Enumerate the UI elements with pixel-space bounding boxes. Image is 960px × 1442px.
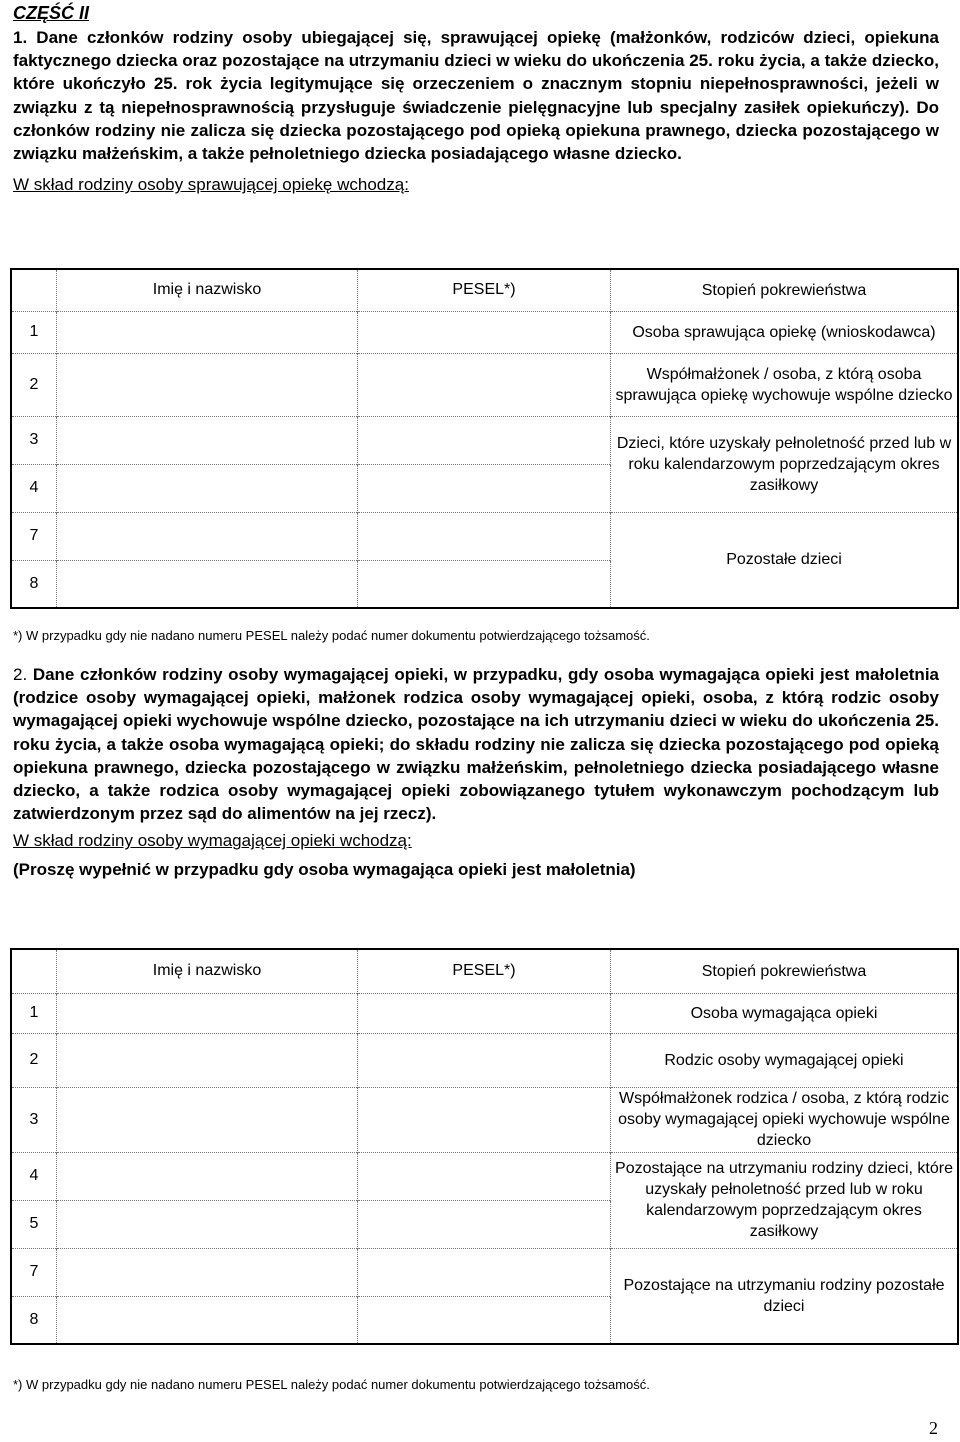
col-header-relation: Stopień pokrewieństwa — [611, 269, 959, 311]
pesel-cell[interactable] — [358, 1152, 611, 1200]
section2-number: 2. — [13, 665, 28, 684]
relation-cell: Współmałżonek / osoba, z którą osoba sprawująca opiekę wychowuje wspólne dziecko — [611, 353, 959, 416]
row-number: 3 — [11, 416, 57, 464]
pesel-cell[interactable] — [358, 416, 611, 464]
pesel-cell[interactable] — [358, 353, 611, 416]
part-title: CZĘŚĆ II — [13, 3, 90, 23]
pesel-cell[interactable] — [358, 1296, 611, 1344]
row-number: 1 — [11, 993, 57, 1033]
row-number: 1 — [11, 311, 57, 353]
col-header-relation: Stopień pokrewieństwa — [611, 949, 959, 993]
name-cell[interactable] — [57, 1200, 358, 1248]
section1-paragraph: 1. Dane członków rodziny osoby ubiegającej się, sprawującej opiekę (małżonków, rodziców dzieci, opiekuna faktycznego dziecka oraz pozostające na utrzymaniu dzieci w wieku do ukończenia 25. roku życia, a także dziecko, które ukończyło 25. rok życia legitymujące się orzeczeniem o znacznym stopniu niepełnosprawności, jeżeli w związku z tą niepełnosprawnością przysługuje świadczenie pielęgnacyjne lub specjalny zasiłek opiekuńczy). Do członków rodziny nie zalicza się dziecka pozostającego pod opieką opiekuna prawnego, dziecka pozostającego w związku małżeńskim, a także pełnoletniego dziecka posiadającego własne dziecko. — [13, 28, 939, 164]
name-cell[interactable] — [57, 1296, 358, 1344]
relation-cell: Pozostałe dzieci — [611, 512, 959, 608]
relation-cell: Pozostające na utrzymaniu rodziny pozostałe dzieci — [611, 1248, 959, 1344]
name-cell[interactable] — [57, 353, 358, 416]
section2-paragraph: 2. Dane członków rodziny osoby wymagającej opieki, w przypadku, gdy osoba wymagająca opieki jest małoletnia (rodzice osoby wymagającej opieki, małżonek rodzica osoby wymagającej opieki, osoba, z którą rodzic osoby wymagającej opieki wychowuje wspólne dziecko, pozostające na ich utrzymaniu dzieci w wieku do ukończenia 25. roku życia, a także osoba wymagającą opieki; do składu rodziny nie zalicza się dziecka pozostającego pod opieką opiekuna prawnego, dziecka pozostającego w związku małżeńskim, pełnoletniego dziecka posiadającego własne dziecko, a także rodzica osoby wymagającej opieki zobowiązanego tytułem wykonawczym pochodzącym lub zatwierdzonym przez sąd do alimentów na jej rzecz). — [13, 665, 939, 824]
family-table-caregiver — [10, 268, 959, 609]
section2 — [13, 663, 939, 881]
table-row — [11, 1087, 958, 1152]
col-header-name: Imię i nazwisko — [57, 949, 358, 993]
pesel-cell[interactable] — [358, 1200, 611, 1248]
relation-cell: Dzieci, które uzyskały pełnoletność przed lub w roku kalendarzowym poprzedzającym okres zasiłkowy — [611, 416, 959, 512]
table-row — [11, 512, 958, 560]
name-cell[interactable] — [57, 416, 358, 464]
name-cell[interactable] — [57, 512, 358, 560]
pesel-cell[interactable] — [358, 311, 611, 353]
name-cell[interactable] — [57, 464, 358, 512]
name-cell[interactable] — [57, 560, 358, 608]
form-page — [13, 0, 939, 196]
row-number: 4 — [11, 464, 57, 512]
family-table-care-recipient — [10, 948, 959, 1345]
pesel-cell[interactable] — [358, 464, 611, 512]
name-cell[interactable] — [57, 1152, 358, 1200]
pesel-cell[interactable] — [358, 1248, 611, 1296]
row-number: 2 — [11, 353, 57, 416]
row-number: 8 — [11, 1296, 57, 1344]
name-cell[interactable] — [57, 1033, 358, 1087]
table-row — [11, 1248, 958, 1296]
name-cell[interactable] — [57, 1248, 358, 1296]
section1-table-heading: W skład rodziny osoby sprawującej opiekę wchodzą: — [13, 175, 409, 195]
table-row — [11, 1152, 958, 1200]
col-header-pesel: PESEL*) — [358, 269, 611, 311]
row-number: 5 — [11, 1200, 57, 1248]
col-header-name: Imię i nazwisko — [57, 269, 358, 311]
row-number: 8 — [11, 560, 57, 608]
row-number: 4 — [11, 1152, 57, 1200]
pesel-cell[interactable] — [358, 560, 611, 608]
table-row — [11, 353, 958, 416]
name-cell[interactable] — [57, 1087, 358, 1152]
pesel-cell[interactable] — [358, 512, 611, 560]
section2-table-heading: W skład rodziny osoby wymagającej opieki wchodzą: — [13, 831, 412, 851]
section2-note: (Proszę wypełnić w przypadku gdy osoba wymagająca opieki jest małoletnia) — [13, 860, 636, 880]
row-number: 7 — [11, 1248, 57, 1296]
relation-cell: Rodzic osoby wymagającej opieki — [611, 1033, 959, 1087]
row-number: 7 — [11, 512, 57, 560]
pesel-cell[interactable] — [358, 1087, 611, 1152]
relation-cell: Osoba wymagająca opieki — [611, 993, 959, 1033]
footnote-2: *) W przypadku gdy nie nadano numeru PESEL należy podać numer dokumentu potwierdzającego tożsamość. — [13, 1377, 650, 1392]
row-number: 2 — [11, 1033, 57, 1087]
table-row — [11, 1033, 958, 1087]
table-row — [11, 993, 958, 1033]
table-row — [11, 311, 958, 353]
col-header-pesel: PESEL*) — [358, 949, 611, 993]
pesel-cell[interactable] — [358, 1033, 611, 1087]
relation-cell: Współmałżonek rodzica / osoba, z którą rodzic osoby wymagającej opieki wychowuje wspólne dziecko — [611, 1087, 959, 1152]
row-number: 3 — [11, 1087, 57, 1152]
relation-cell: Osoba sprawująca opiekę (wnioskodawca) — [611, 311, 959, 353]
name-cell[interactable] — [57, 311, 358, 353]
page-number: 2 — [929, 1418, 938, 1438]
name-cell[interactable] — [57, 993, 358, 1033]
table-row — [11, 416, 958, 464]
relation-cell: Pozostające na utrzymaniu rodziny dzieci, które uzyskały pełnoletność przed lub w roku kalendarzowym poprzedzającym okres zasiłkowy — [611, 1152, 959, 1248]
footnote-1: *) W przypadku gdy nie nadano numeru PESEL należy podać numer dokumentu potwierdzającego tożsamość. — [13, 628, 650, 643]
pesel-cell[interactable] — [358, 993, 611, 1033]
